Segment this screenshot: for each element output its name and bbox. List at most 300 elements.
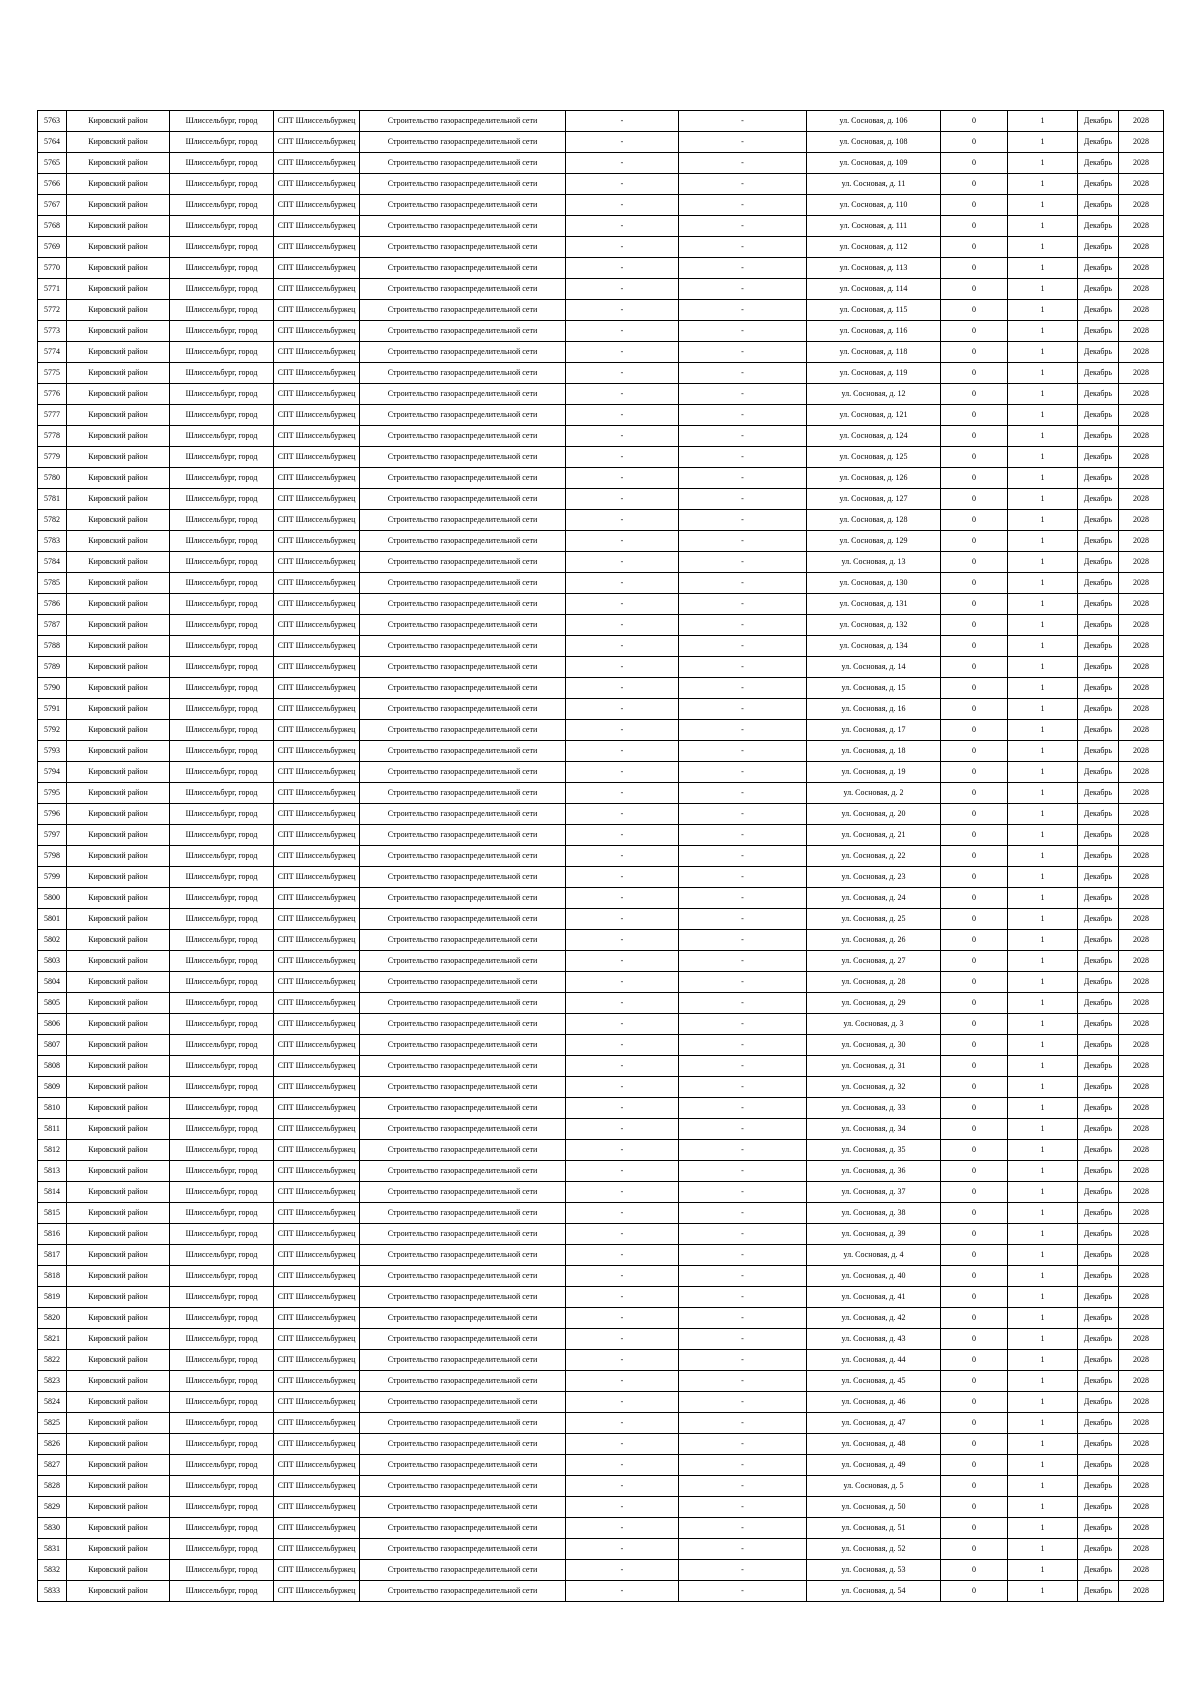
district-cell: Кировский район — [67, 1455, 170, 1476]
organization-cell: СПТ Шлиссельбуржец — [274, 279, 360, 300]
row-number-cell: 5810 — [38, 1098, 67, 1119]
address-cell: ул. Сосновая, д. 19 — [807, 762, 941, 783]
organization-cell: СПТ Шлиссельбуржец — [274, 1161, 360, 1182]
year-cell: 2028 — [1119, 657, 1164, 678]
value-one-cell: 1 — [1008, 657, 1078, 678]
value-zero-cell: 0 — [941, 594, 1008, 615]
organization-cell: СПТ Шлиссельбуржец — [274, 153, 360, 174]
month-cell: Декабрь — [1078, 174, 1119, 195]
row-number-cell: 5798 — [38, 846, 67, 867]
settlement-cell: Шлиссельбург, город — [170, 1392, 274, 1413]
month-cell: Декабрь — [1078, 825, 1119, 846]
settlement-cell: Шлиссельбург, город — [170, 552, 274, 573]
year-cell: 2028 — [1119, 1098, 1164, 1119]
work-type-cell: Строительство газораспределительной сети — [360, 447, 566, 468]
organization-cell: СПТ Шлиссельбуржец — [274, 1119, 360, 1140]
month-cell: Декабрь — [1078, 573, 1119, 594]
empty-dash-cell: - — [566, 993, 679, 1014]
work-type-cell: Строительство газораспределительной сети — [360, 111, 566, 132]
table-row — [38, 1455, 1164, 1476]
empty-dash-cell: - — [566, 1203, 679, 1224]
empty-dash-cell: - — [679, 405, 807, 426]
settlement-cell: Шлиссельбург, город — [170, 615, 274, 636]
organization-cell: СПТ Шлиссельбуржец — [274, 909, 360, 930]
value-one-cell: 1 — [1008, 363, 1078, 384]
empty-dash-cell: - — [566, 153, 679, 174]
district-cell: Кировский район — [67, 1056, 170, 1077]
district-cell: Кировский район — [67, 783, 170, 804]
year-cell: 2028 — [1119, 951, 1164, 972]
table-row — [38, 594, 1164, 615]
value-one-cell: 1 — [1008, 1308, 1078, 1329]
table-row — [38, 363, 1164, 384]
district-cell: Кировский район — [67, 384, 170, 405]
month-cell: Декабрь — [1078, 468, 1119, 489]
district-cell: Кировский район — [67, 1161, 170, 1182]
row-number-cell: 5811 — [38, 1119, 67, 1140]
empty-dash-cell: - — [566, 321, 679, 342]
empty-dash-cell: - — [679, 1308, 807, 1329]
empty-dash-cell: - — [679, 909, 807, 930]
value-one-cell: 1 — [1008, 405, 1078, 426]
empty-dash-cell: - — [679, 930, 807, 951]
work-type-cell: Строительство газораспределительной сети — [360, 1287, 566, 1308]
year-cell: 2028 — [1119, 573, 1164, 594]
year-cell: 2028 — [1119, 1392, 1164, 1413]
empty-dash-cell: - — [566, 195, 679, 216]
row-number-cell: 5825 — [38, 1413, 67, 1434]
organization-cell: СПТ Шлиссельбуржец — [274, 1434, 360, 1455]
settlement-cell: Шлиссельбург, город — [170, 468, 274, 489]
month-cell: Декабрь — [1078, 699, 1119, 720]
empty-dash-cell: - — [566, 825, 679, 846]
empty-dash-cell: - — [679, 594, 807, 615]
empty-dash-cell: - — [679, 384, 807, 405]
district-cell: Кировский район — [67, 636, 170, 657]
value-one-cell: 1 — [1008, 132, 1078, 153]
settlement-cell: Шлиссельбург, город — [170, 1434, 274, 1455]
value-zero-cell: 0 — [941, 657, 1008, 678]
month-cell: Декабрь — [1078, 1140, 1119, 1161]
settlement-cell: Шлиссельбург, город — [170, 1497, 274, 1518]
row-number-cell: 5795 — [38, 783, 67, 804]
value-one-cell: 1 — [1008, 573, 1078, 594]
address-cell: ул. Сосновая, д. 36 — [807, 1161, 941, 1182]
row-number-cell: 5788 — [38, 636, 67, 657]
work-type-cell: Строительство газораспределительной сети — [360, 930, 566, 951]
row-number-cell: 5812 — [38, 1140, 67, 1161]
organization-cell: СПТ Шлиссельбуржец — [274, 1476, 360, 1497]
organization-cell: СПТ Шлиссельбуржец — [274, 594, 360, 615]
row-number-cell: 5780 — [38, 468, 67, 489]
work-type-cell: Строительство газораспределительной сети — [360, 972, 566, 993]
empty-dash-cell: - — [566, 1350, 679, 1371]
address-cell: ул. Сосновая, д. 23 — [807, 867, 941, 888]
month-cell: Декабрь — [1078, 636, 1119, 657]
value-zero-cell: 0 — [941, 1287, 1008, 1308]
organization-cell: СПТ Шлиссельбуржец — [274, 972, 360, 993]
settlement-cell: Шлиссельбург, город — [170, 174, 274, 195]
address-cell: ул. Сосновая, д. 134 — [807, 636, 941, 657]
organization-cell: СПТ Шлиссельбуржец — [274, 405, 360, 426]
settlement-cell: Шлиссельбург, город — [170, 405, 274, 426]
organization-cell: СПТ Шлиссельбуржец — [274, 195, 360, 216]
empty-dash-cell: - — [679, 1434, 807, 1455]
settlement-cell: Шлиссельбург, город — [170, 1329, 274, 1350]
work-type-cell: Строительство газораспределительной сети — [360, 363, 566, 384]
row-number-cell: 5784 — [38, 552, 67, 573]
year-cell: 2028 — [1119, 1224, 1164, 1245]
row-number-cell: 5774 — [38, 342, 67, 363]
table-row — [38, 573, 1164, 594]
district-cell: Кировский район — [67, 195, 170, 216]
value-one-cell: 1 — [1008, 1392, 1078, 1413]
district-cell: Кировский район — [67, 1413, 170, 1434]
settlement-cell: Шлиссельбург, город — [170, 1518, 274, 1539]
empty-dash-cell: - — [679, 720, 807, 741]
table-row — [38, 237, 1164, 258]
work-type-cell: Строительство газораспределительной сети — [360, 1329, 566, 1350]
empty-dash-cell: - — [566, 489, 679, 510]
district-cell: Кировский район — [67, 531, 170, 552]
value-one-cell: 1 — [1008, 1455, 1078, 1476]
value-zero-cell: 0 — [941, 153, 1008, 174]
row-number-cell: 5789 — [38, 657, 67, 678]
year-cell: 2028 — [1119, 1308, 1164, 1329]
work-type-cell: Строительство газораспределительной сети — [360, 1413, 566, 1434]
value-one-cell: 1 — [1008, 195, 1078, 216]
value-zero-cell: 0 — [941, 1560, 1008, 1581]
work-type-cell: Строительство газораспределительной сети — [360, 1077, 566, 1098]
empty-dash-cell: - — [679, 1518, 807, 1539]
value-zero-cell: 0 — [941, 1119, 1008, 1140]
empty-dash-cell: - — [566, 783, 679, 804]
empty-dash-cell: - — [566, 1056, 679, 1077]
empty-dash-cell: - — [679, 1371, 807, 1392]
empty-dash-cell: - — [566, 111, 679, 132]
work-type-cell: Строительство газораспределительной сети — [360, 1371, 566, 1392]
organization-cell: СПТ Шлиссельбуржец — [274, 615, 360, 636]
year-cell: 2028 — [1119, 1455, 1164, 1476]
month-cell: Декабрь — [1078, 279, 1119, 300]
empty-dash-cell: - — [566, 657, 679, 678]
work-type-cell: Строительство газораспределительной сети — [360, 1266, 566, 1287]
settlement-cell: Шлиссельбург, город — [170, 594, 274, 615]
value-one-cell: 1 — [1008, 699, 1078, 720]
value-zero-cell: 0 — [941, 678, 1008, 699]
table-row — [38, 636, 1164, 657]
month-cell: Декабрь — [1078, 1413, 1119, 1434]
row-number-cell: 5809 — [38, 1077, 67, 1098]
empty-dash-cell: - — [566, 1497, 679, 1518]
empty-dash-cell: - — [679, 342, 807, 363]
empty-dash-cell: - — [566, 1140, 679, 1161]
month-cell: Декабрь — [1078, 1476, 1119, 1497]
row-number-cell: 5824 — [38, 1392, 67, 1413]
value-one-cell: 1 — [1008, 951, 1078, 972]
district-cell: Кировский район — [67, 342, 170, 363]
district-cell: Кировский район — [67, 489, 170, 510]
district-cell: Кировский район — [67, 741, 170, 762]
table-row — [38, 972, 1164, 993]
table-row — [38, 216, 1164, 237]
district-cell: Кировский район — [67, 1287, 170, 1308]
work-type-cell: Строительство газораспределительной сети — [360, 153, 566, 174]
value-zero-cell: 0 — [941, 951, 1008, 972]
table-row — [38, 720, 1164, 741]
address-cell: ул. Сосновая, д. 129 — [807, 531, 941, 552]
row-number-cell: 5831 — [38, 1539, 67, 1560]
empty-dash-cell: - — [566, 972, 679, 993]
work-type-cell: Строительство газораспределительной сети — [360, 216, 566, 237]
work-type-cell: Строительство газораспределительной сети — [360, 468, 566, 489]
month-cell: Декабрь — [1078, 741, 1119, 762]
address-cell: ул. Сосновая, д. 34 — [807, 1119, 941, 1140]
value-one-cell: 1 — [1008, 1119, 1078, 1140]
year-cell: 2028 — [1119, 1245, 1164, 1266]
empty-dash-cell: - — [566, 384, 679, 405]
settlement-cell: Шлиссельбург, город — [170, 804, 274, 825]
empty-dash-cell: - — [566, 699, 679, 720]
value-one-cell: 1 — [1008, 300, 1078, 321]
value-one-cell: 1 — [1008, 783, 1078, 804]
organization-cell: СПТ Шлиссельбуржец — [274, 1413, 360, 1434]
work-type-cell: Строительство газораспределительной сети — [360, 1308, 566, 1329]
settlement-cell: Шлиссельбург, город — [170, 384, 274, 405]
month-cell: Декабрь — [1078, 111, 1119, 132]
row-number-cell: 5765 — [38, 153, 67, 174]
address-cell: ул. Сосновая, д. 25 — [807, 909, 941, 930]
row-number-cell: 5764 — [38, 132, 67, 153]
settlement-cell: Шлиссельбург, город — [170, 321, 274, 342]
organization-cell: СПТ Шлиссельбуржец — [274, 468, 360, 489]
value-zero-cell: 0 — [941, 195, 1008, 216]
row-number-cell: 5794 — [38, 762, 67, 783]
month-cell: Декабрь — [1078, 1077, 1119, 1098]
organization-cell: СПТ Шлиссельбуржец — [274, 510, 360, 531]
row-number-cell: 5830 — [38, 1518, 67, 1539]
settlement-cell: Шлиссельбург, город — [170, 1581, 274, 1602]
value-one-cell: 1 — [1008, 1266, 1078, 1287]
settlement-cell: Шлиссельбург, город — [170, 1035, 274, 1056]
value-one-cell: 1 — [1008, 846, 1078, 867]
value-one-cell: 1 — [1008, 468, 1078, 489]
table-row — [38, 1182, 1164, 1203]
empty-dash-cell: - — [679, 1581, 807, 1602]
table-row — [38, 909, 1164, 930]
row-number-cell: 5806 — [38, 1014, 67, 1035]
row-number-cell: 5800 — [38, 888, 67, 909]
month-cell: Декабрь — [1078, 363, 1119, 384]
empty-dash-cell: - — [679, 1140, 807, 1161]
empty-dash-cell: - — [566, 1413, 679, 1434]
empty-dash-cell: - — [566, 1371, 679, 1392]
settlement-cell: Шлиссельбург, город — [170, 909, 274, 930]
year-cell: 2028 — [1119, 363, 1164, 384]
address-cell: ул. Сосновая, д. 108 — [807, 132, 941, 153]
empty-dash-cell: - — [679, 1497, 807, 1518]
value-zero-cell: 0 — [941, 573, 1008, 594]
work-type-cell: Строительство газораспределительной сети — [360, 1476, 566, 1497]
settlement-cell: Шлиссельбург, город — [170, 1266, 274, 1287]
work-type-cell: Строительство газораспределительной сети — [360, 174, 566, 195]
settlement-cell: Шлиссельбург, город — [170, 1119, 274, 1140]
table-row — [38, 825, 1164, 846]
value-zero-cell: 0 — [941, 888, 1008, 909]
district-cell: Кировский район — [67, 1014, 170, 1035]
month-cell: Декабрь — [1078, 783, 1119, 804]
row-number-cell: 5827 — [38, 1455, 67, 1476]
settlement-cell: Шлиссельбург, город — [170, 888, 274, 909]
settlement-cell: Шлиссельбург, город — [170, 342, 274, 363]
year-cell: 2028 — [1119, 993, 1164, 1014]
month-cell: Декабрь — [1078, 300, 1119, 321]
row-number-cell: 5833 — [38, 1581, 67, 1602]
value-zero-cell: 0 — [941, 1014, 1008, 1035]
month-cell: Декабрь — [1078, 447, 1119, 468]
empty-dash-cell: - — [679, 1392, 807, 1413]
year-cell: 2028 — [1119, 1140, 1164, 1161]
value-one-cell: 1 — [1008, 615, 1078, 636]
address-cell: ул. Сосновая, д. 49 — [807, 1455, 941, 1476]
organization-cell: СПТ Шлиссельбуржец — [274, 930, 360, 951]
empty-dash-cell: - — [566, 363, 679, 384]
value-one-cell: 1 — [1008, 1329, 1078, 1350]
empty-dash-cell: - — [566, 1518, 679, 1539]
work-type-cell: Строительство газораспределительной сети — [360, 1560, 566, 1581]
value-zero-cell: 0 — [941, 300, 1008, 321]
settlement-cell: Шлиссельбург, город — [170, 972, 274, 993]
year-cell: 2028 — [1119, 447, 1164, 468]
address-cell: ул. Сосновая, д. 125 — [807, 447, 941, 468]
year-cell: 2028 — [1119, 1119, 1164, 1140]
year-cell: 2028 — [1119, 972, 1164, 993]
empty-dash-cell: - — [566, 867, 679, 888]
empty-dash-cell: - — [679, 363, 807, 384]
district-cell: Кировский район — [67, 657, 170, 678]
table-row — [38, 993, 1164, 1014]
empty-dash-cell: - — [679, 1287, 807, 1308]
address-cell: ул. Сосновая, д. 38 — [807, 1203, 941, 1224]
year-cell: 2028 — [1119, 1161, 1164, 1182]
work-type-cell: Строительство газораспределительной сети — [360, 552, 566, 573]
address-cell: ул. Сосновая, д. 17 — [807, 720, 941, 741]
row-number-cell: 5778 — [38, 426, 67, 447]
organization-cell: СПТ Шлиссельбуржец — [274, 300, 360, 321]
organization-cell: СПТ Шлиссельбуржец — [274, 867, 360, 888]
month-cell: Декабрь — [1078, 258, 1119, 279]
address-cell: ул. Сосновая, д. 11 — [807, 174, 941, 195]
row-number-cell: 5781 — [38, 489, 67, 510]
address-cell: ул. Сосновая, д. 16 — [807, 699, 941, 720]
year-cell: 2028 — [1119, 1413, 1164, 1434]
table-row — [38, 1203, 1164, 1224]
empty-dash-cell: - — [679, 237, 807, 258]
year-cell: 2028 — [1119, 405, 1164, 426]
row-number-cell: 5826 — [38, 1434, 67, 1455]
value-zero-cell: 0 — [941, 720, 1008, 741]
value-one-cell: 1 — [1008, 342, 1078, 363]
address-cell: ул. Сосновая, д. 46 — [807, 1392, 941, 1413]
district-cell: Кировский район — [67, 510, 170, 531]
value-zero-cell: 0 — [941, 1098, 1008, 1119]
district-cell: Кировский район — [67, 930, 170, 951]
empty-dash-cell: - — [679, 1455, 807, 1476]
value-one-cell: 1 — [1008, 1560, 1078, 1581]
month-cell: Декабрь — [1078, 1329, 1119, 1350]
district-cell: Кировский район — [67, 405, 170, 426]
work-type-cell: Строительство газораспределительной сети — [360, 1098, 566, 1119]
address-cell: ул. Сосновая, д. 131 — [807, 594, 941, 615]
value-one-cell: 1 — [1008, 720, 1078, 741]
organization-cell: СПТ Шлиссельбуржец — [274, 237, 360, 258]
table-row — [38, 1056, 1164, 1077]
value-zero-cell: 0 — [941, 258, 1008, 279]
empty-dash-cell: - — [679, 699, 807, 720]
empty-dash-cell: - — [566, 1182, 679, 1203]
year-cell: 2028 — [1119, 1518, 1164, 1539]
year-cell: 2028 — [1119, 1539, 1164, 1560]
settlement-cell: Шлиссельбург, город — [170, 762, 274, 783]
empty-dash-cell: - — [566, 1329, 679, 1350]
value-zero-cell: 0 — [941, 1056, 1008, 1077]
district-cell: Кировский район — [67, 1308, 170, 1329]
settlement-cell: Шлиссельбург, город — [170, 678, 274, 699]
value-one-cell: 1 — [1008, 510, 1078, 531]
year-cell: 2028 — [1119, 636, 1164, 657]
organization-cell: СПТ Шлиссельбуржец — [274, 1203, 360, 1224]
organization-cell: СПТ Шлиссельбуржец — [274, 1182, 360, 1203]
value-one-cell: 1 — [1008, 279, 1078, 300]
row-number-cell: 5832 — [38, 1560, 67, 1581]
empty-dash-cell: - — [679, 993, 807, 1014]
year-cell: 2028 — [1119, 1203, 1164, 1224]
value-zero-cell: 0 — [941, 384, 1008, 405]
empty-dash-cell: - — [566, 510, 679, 531]
organization-cell: СПТ Шлиссельбуржец — [274, 426, 360, 447]
year-cell: 2028 — [1119, 342, 1164, 363]
organization-cell: СПТ Шлиссельбуржец — [274, 1350, 360, 1371]
month-cell: Декабрь — [1078, 1098, 1119, 1119]
year-cell: 2028 — [1119, 510, 1164, 531]
table-row — [38, 174, 1164, 195]
value-one-cell: 1 — [1008, 1077, 1078, 1098]
table-row — [38, 1140, 1164, 1161]
address-cell: ул. Сосновая, д. 132 — [807, 615, 941, 636]
value-zero-cell: 0 — [941, 846, 1008, 867]
empty-dash-cell: - — [566, 1476, 679, 1497]
address-cell: ул. Сосновая, д. 2 — [807, 783, 941, 804]
empty-dash-cell: - — [679, 741, 807, 762]
work-type-cell: Строительство газораспределительной сети — [360, 426, 566, 447]
address-cell: ул. Сосновая, д. 26 — [807, 930, 941, 951]
settlement-cell: Шлиссельбург, город — [170, 825, 274, 846]
year-cell: 2028 — [1119, 1287, 1164, 1308]
settlement-cell: Шлиссельбург, город — [170, 489, 274, 510]
row-number-cell: 5819 — [38, 1287, 67, 1308]
empty-dash-cell: - — [566, 1581, 679, 1602]
address-cell: ул. Сосновая, д. 116 — [807, 321, 941, 342]
work-type-cell: Строительство газораспределительной сети — [360, 384, 566, 405]
empty-dash-cell: - — [679, 111, 807, 132]
value-zero-cell: 0 — [941, 993, 1008, 1014]
empty-dash-cell: - — [679, 846, 807, 867]
value-zero-cell: 0 — [941, 447, 1008, 468]
empty-dash-cell: - — [679, 132, 807, 153]
empty-dash-cell: - — [566, 132, 679, 153]
settlement-cell: Шлиссельбург, город — [170, 783, 274, 804]
month-cell: Декабрь — [1078, 489, 1119, 510]
